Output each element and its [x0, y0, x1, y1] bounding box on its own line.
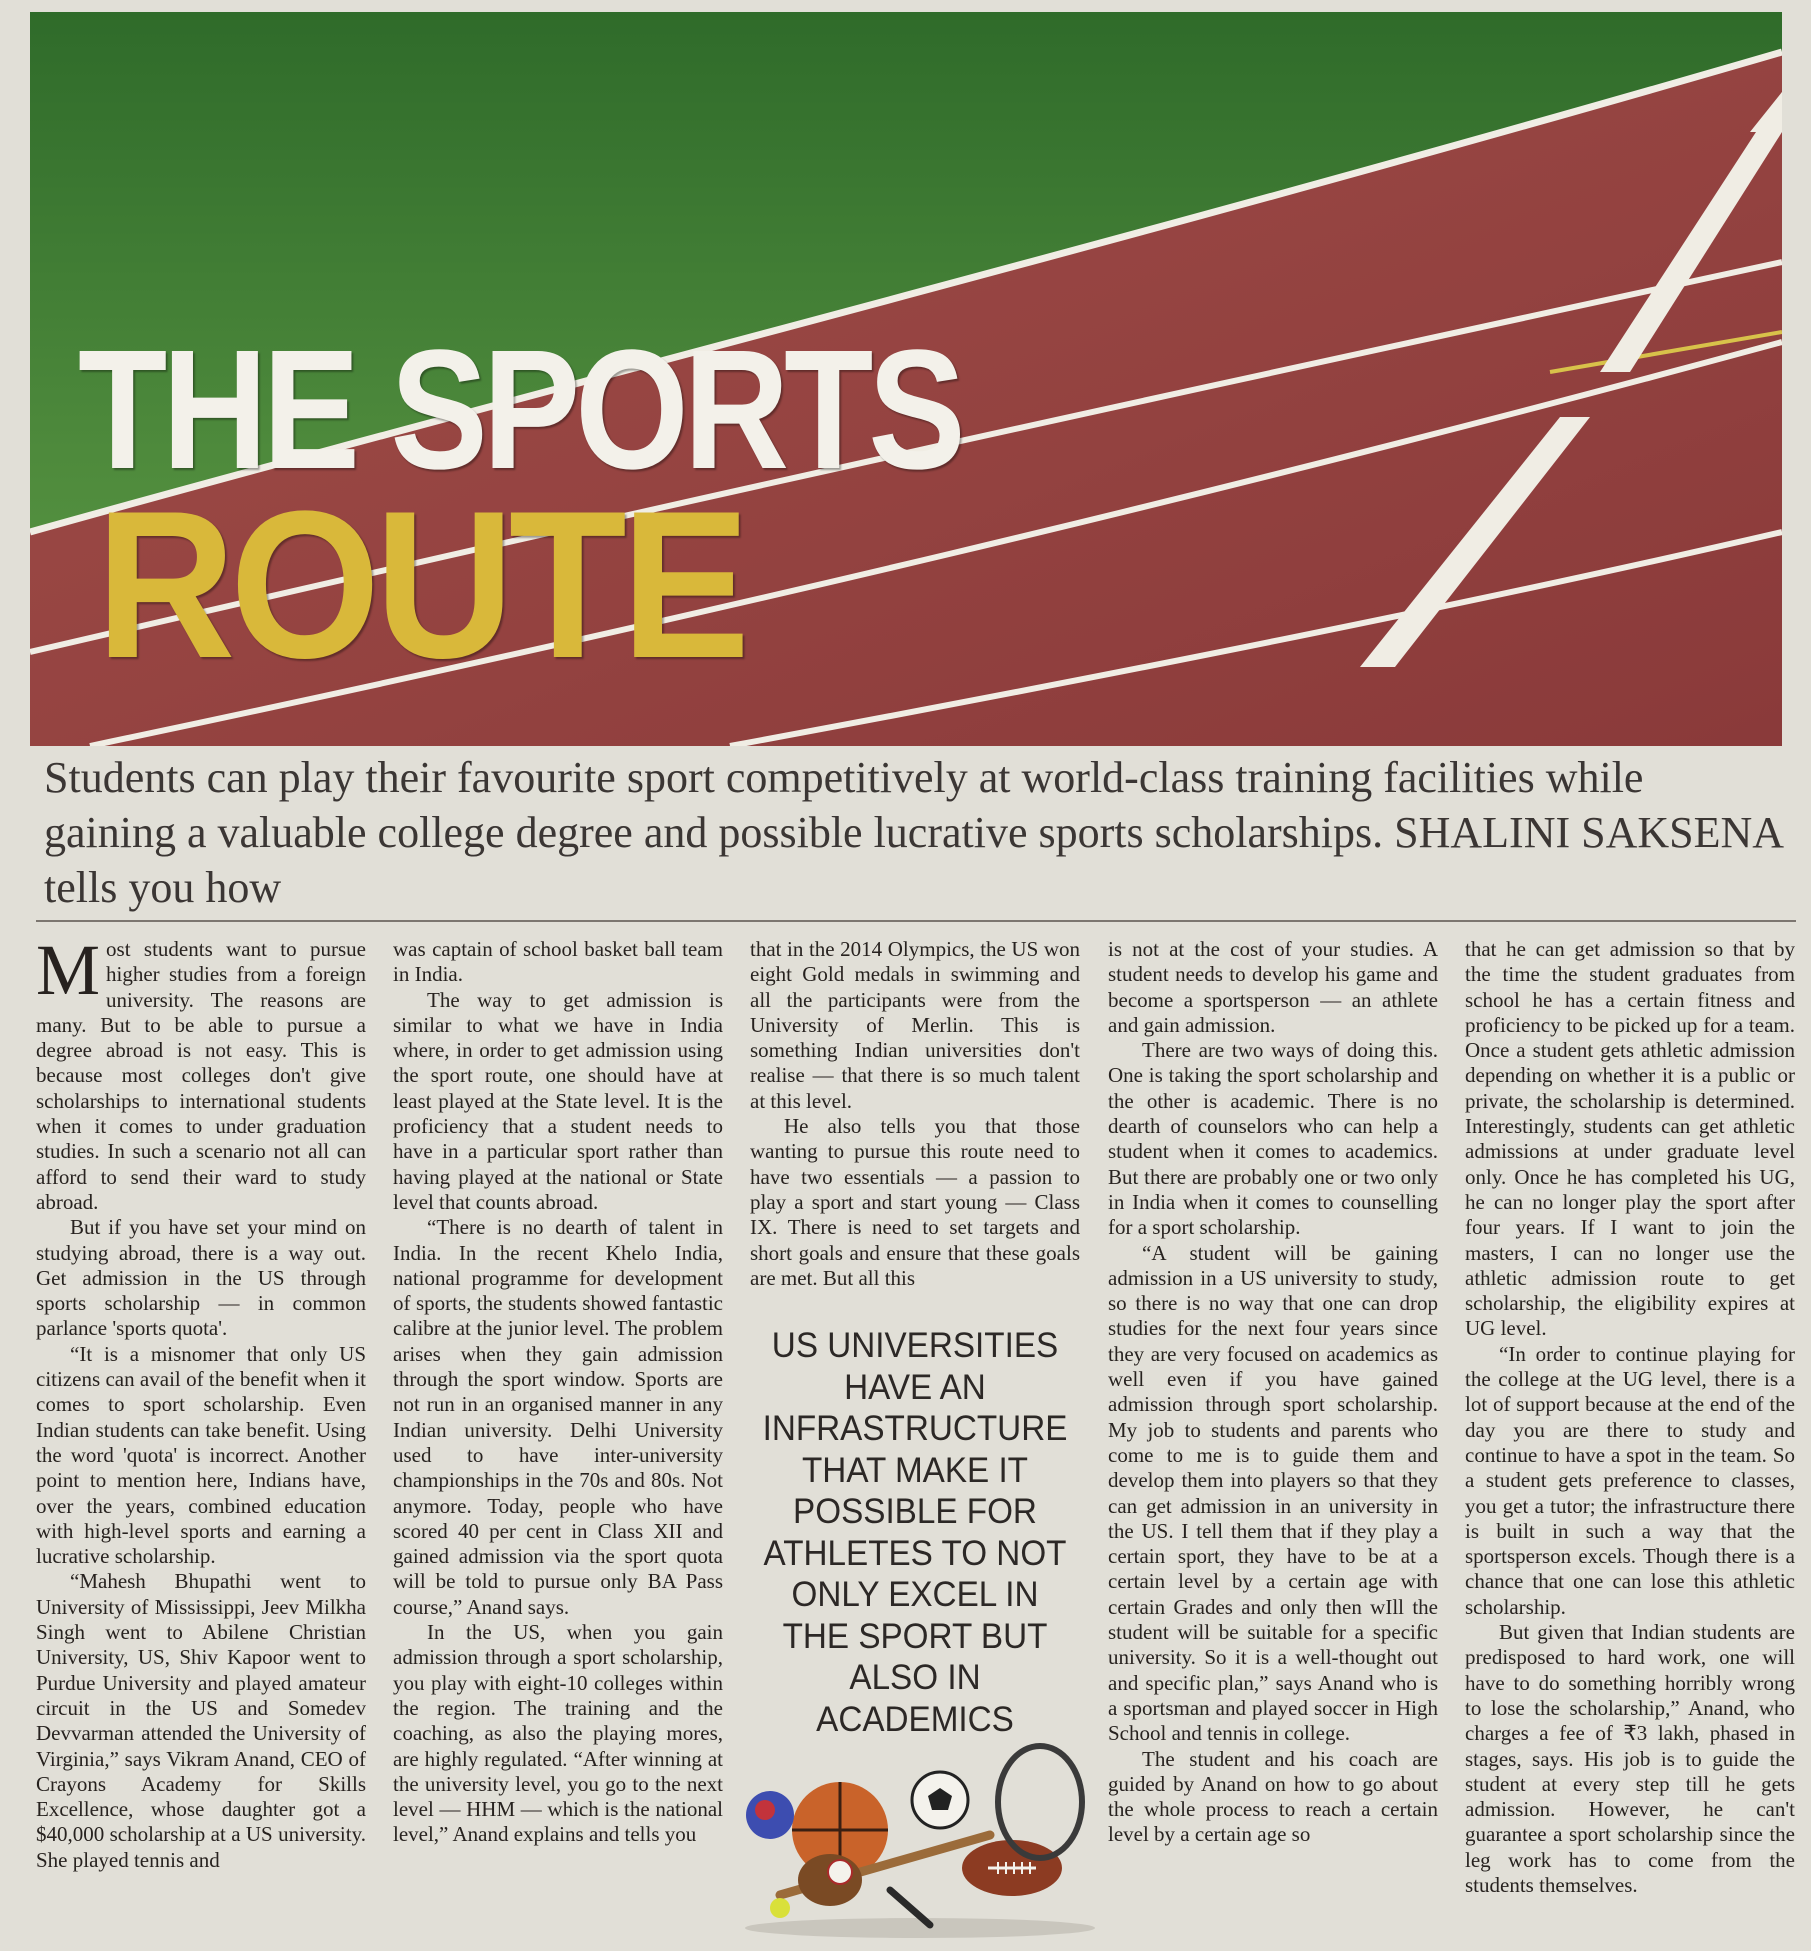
article-paragraph: was captain of school basket ball team in India. [393, 937, 723, 987]
article-paragraph: “There is no dearth of talent in India. In the recent Khelo India, national programme for development of sports, the students showed fantastic calibre at the junior level. The problem arises when they gain admission through the sport window. Sports are not run in an organised manner in any Indian university. Delhi University used to have inter-university championships in the 70s and 80s. Not anymore. Today, people who have scored 40 per cent in Class XII and gained admission via the sport quota will be told to pursue only BA Pass course,” Anand says. [393, 1215, 723, 1619]
article-paragraph: There are two ways of doing this. One is taking the sport scholarship and the other is academic. There is no dearth of counselors who can help a student when it comes to academics. But there are probably one or two only in India when it comes to counselling for a sport scholarship. [1108, 1038, 1438, 1240]
headline-line-2: ROUTE [96, 467, 745, 702]
sports-balls-icon [740, 1740, 1100, 1940]
headline-line-1: THE SPORTS [78, 315, 961, 505]
article-paragraph: “In order to continue playing for the college at the UG level, there is a lot of support because at the end of the day you are there to study and continue to have a spot in the team. So a student gets preference to classes, you get a tutor; the infrastructure there is built in such a way that the sportsperson excels. Though there is a chance that one can lose this athletic scholarship. [1465, 1341, 1795, 1619]
article-paragraph: “It is a misnomer that only US citizens can avail of the benefit when it comes to sport scholarship. Even Indian students can take benefit. Using the word 'quota' is incorrect. Another point to mention here, Indians have, over the years, combined education with high-level sports and earning a lucrative scholarship. [36, 1341, 366, 1569]
article-paragraph: The student and his coach are guided by Anand on how to go about the whole process to reach a certain level by a certain age so [1108, 1746, 1438, 1847]
pull-quote: US UNIVERSITIES HAVE AN INFRASTRUCTURE THAT MAKE IT POSSIBLE FOR ATHLETES TO NOT ONLY EXCEL IN THE SPORT BUT ALSO IN ACADEMICS [762, 1326, 1068, 1739]
article-paragraph: Most students want to pursue higher studies from a foreign university. The reasons are many. But to be able to pursue a degree abroad is not easy. This is because most colleges don't give scholarships to international students when it comes to under graduation studies. In such a scenario not all can afford to send their ward to study abroad. [36, 930, 366, 1214]
article-paragraph: that he can get admission so that by the time the student graduates from school he has a certain fitness and proficiency to be picked up for a team. Once a student gets athletic admission depending on whether it is a public or private, the scholarship is determined. Interestingly, students can get athletic admissions at under graduate level only. Once he has completed his UG, he can no longer play the sport after four years. If I want to join the masters, I can no longer use the athletic admission route to get scholarship, the eligibility expires at UG level. [1465, 937, 1795, 1341]
standfirst: Students can play their favourite sport competitively at world-class training facilities while gaining a valuable college degree and possible lucrative sports scholarships. SHALINI SAKSENA tells you how [44, 753, 1782, 912]
article-paragraph: But given that Indian students are predisposed to hard work, one will have to do something horribly wrong to lose the scholarship,” Anand, who charges a fee of ₹3 lakh, phased in stages, says. His job is to guide the student at every step till he gets admission. However, he can't guarantee a sport scholarship since the leg work has to come from the students themselves. [1465, 1620, 1795, 1897]
article-column-1 [36, 930, 366, 1873]
article-paragraph: But if you have set your mind on studying abroad, there is a way out. Get admission in the US through sports scholarship — in common parlance 'sports quota'. [36, 1215, 366, 1341]
article-paragraph: In the US, when you gain admission through a sport scholarship, you play with eight-10 colleges within the region. The training and the coaching, as also the playing mores, are highly regulated. “After winning at the university level, you go to the next level — HHM — which is the national level,” Anand explains and tells you [393, 1620, 723, 1847]
article-paragraph: “Mahesh Bhupathi went to University of Mississippi, Jeev Milkha Singh went to Abilene Christian University, US, Shiv Kapoor went to Purdue University and played amateur circuit in the US and Somedev Devvarman attended the University of Virginia,” says Vikram Anand, CEO of Crayons Academy for Skills Excellence, whose daughter got a $40,000 scholarship at a US university. She played tennis and [36, 1569, 366, 1872]
article-paragraph: “A student will be gaining admission in a US university to study, so there is no way that one can drop studies for the next four years since they are very focused on academics as well even if you have gained admission through sport scholarship. My job to students and parents who come to me is to guide them and develop them into players so that they can get admission in an university in the US. I tell them that if they play a certain sport, they have to be at a certain level by a certain age with certain Grades and only then wIll the student will be suitable for a specific university. So it is a well-thought out and specific plan,” says Anand who is a sportsman and played soccer in High School and tennis in college. [1108, 1240, 1438, 1746]
article-paragraph: is not at the cost of your studies. A student needs to develop his game and become a sportsperson — an athlete and gain admission. [1108, 937, 1438, 1037]
article-column-2 [393, 937, 723, 1848]
article-column-5 [1465, 937, 1795, 1898]
article-paragraph: that in the 2014 Olympics, the US won eight Gold medals in swimming and all the participants were from the University of Merlin. This is something Indian universities don't realise — that there is so much talent at this level. [750, 937, 1080, 1113]
article-column-4 [1108, 937, 1438, 1848]
article-column-3 [750, 937, 1080, 1291]
drop-cap: M [36, 930, 101, 1010]
divider [36, 920, 1796, 922]
article-paragraph: The way to get admission is similar to what we have in India where, in order to get admission using the sport route, one should have at least played at the State level. It is the proficiency that a student needs to have in a particular sport rather than having played at the national or State level that counts abroad. [393, 987, 723, 1214]
article-paragraph: He also tells you that those wanting to pursue this route need to have two essentials — a passion to play a sport and start young — Class IX. There is need to set targets and short goals and ensure that these goals are met. But all this [750, 1114, 1080, 1290]
